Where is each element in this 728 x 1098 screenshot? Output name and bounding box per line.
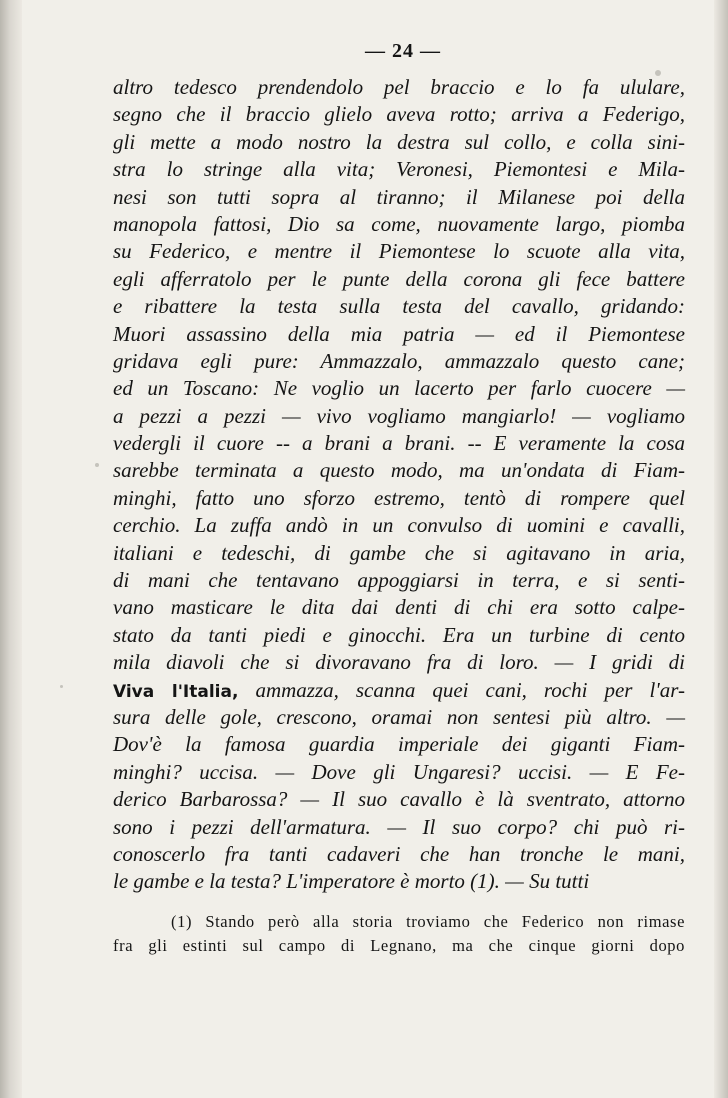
text-line: Muori assassino della mia patria — ed il Piemontese xyxy=(113,321,685,346)
text-line: sono i pezzi dell'armatura. — Il suo corpo? chi può ri- xyxy=(113,814,685,839)
text-line: sura delle gole, crescono, oramai non sentesi più altro. — xyxy=(113,704,685,729)
text-line: Dov'è la famosa guardia imperiale dei giganti Fiam- xyxy=(113,732,685,757)
paper-speck xyxy=(60,685,63,688)
text-line: vedergli il cuore -- a brani a brani. -- E veramente la cosa xyxy=(113,431,685,456)
text-line: stato da tanti piedi e ginocchi. Era un turbine di cento xyxy=(113,622,685,647)
text-line: nesi son tutti sopra al tiranno; il Milanese poi della xyxy=(113,184,685,209)
text-line: a pezzi a pezzi — vivo vogliamo mangiarlo! — vogliamo xyxy=(113,403,685,428)
text-line: vano masticare le dita dai denti di chi era sotto calpe- xyxy=(113,595,685,620)
text-line: su Federico, e mentre il Piemontese lo scuote alla vita, xyxy=(113,239,685,264)
text-line: segno che il braccio glielo aveva rotto; arriva a Federigo, xyxy=(113,102,685,127)
viva-phrase: Viva l'Italia, xyxy=(113,681,239,702)
page-binding-shadow xyxy=(0,0,22,1098)
text-line-viva xyxy=(113,677,685,704)
text-line: egli afferratolo per le punte della corona gli fece battere xyxy=(113,266,685,291)
page-edge-shadow xyxy=(714,0,728,1098)
text-line: cerchio. La zuffa andò in un convulso di uomini e cavalli, xyxy=(113,513,685,538)
text-line: minghi? uccisa. — Dove gli Ungaresi? uccisi. — E Fe- xyxy=(113,759,685,784)
paper-speck xyxy=(95,463,99,467)
text-line: sarebbe terminata a questo modo, ma un'ondata di Fiam- xyxy=(113,458,685,483)
text-line: di mani che tentavano appoggiarsi in terra, e si senti- xyxy=(113,568,685,593)
footnote-line: (1) Stando però alla storia troviamo che Federico non rimase xyxy=(171,912,685,931)
footnote xyxy=(113,910,685,958)
text-line: conoscerlo fra tanti cadaveri che han tronche le mani, xyxy=(113,841,685,866)
body-text xyxy=(113,74,685,896)
text-line: le gambe e la testa? L'imperatore è morto (1). — Su tutti xyxy=(113,869,590,894)
footnote-line: fra gli estinti sul campo di Legnano, ma che cinque giorni dopo xyxy=(113,936,685,955)
text-line: minghi, fatto uno sforzo estremo, tentò di rompere quel xyxy=(113,485,685,510)
text-line: altro tedesco prendendolo pel braccio e lo fa ululare, xyxy=(113,75,685,99)
text-line: gridava egli pure: Ammazzalo, ammazzalo questo cane; xyxy=(113,348,685,373)
page-number: — 24 — xyxy=(365,40,441,62)
text-line: stra lo stringe alla vita; Veronesi, Piemontesi e Mila- xyxy=(113,157,685,182)
text-line: gli mette a modo nostro la destra sul collo, e colla sini- xyxy=(113,129,685,154)
text-line: e ribattere la testa sulla testa del cavallo, gridando: xyxy=(113,294,685,319)
text-line: manopola fattosi, Dio sa come, nuovamente largo, piomba xyxy=(113,211,685,236)
text-line: ed un Toscano: Ne voglio un lacerto per farlo cuocere — xyxy=(113,376,685,401)
text-line: mila diavoli che si divoravano fra di loro. — I gridi di xyxy=(113,650,685,675)
text-line: italiani e tedeschi, di gambe che si agitavano in aria, xyxy=(113,540,685,565)
text-line: derico Barbarossa? — Il suo cavallo è là sventrato, attorno xyxy=(113,787,685,812)
text-line-rest: ammazza, scanna quei cani, rochi per l'ar- xyxy=(255,677,686,702)
